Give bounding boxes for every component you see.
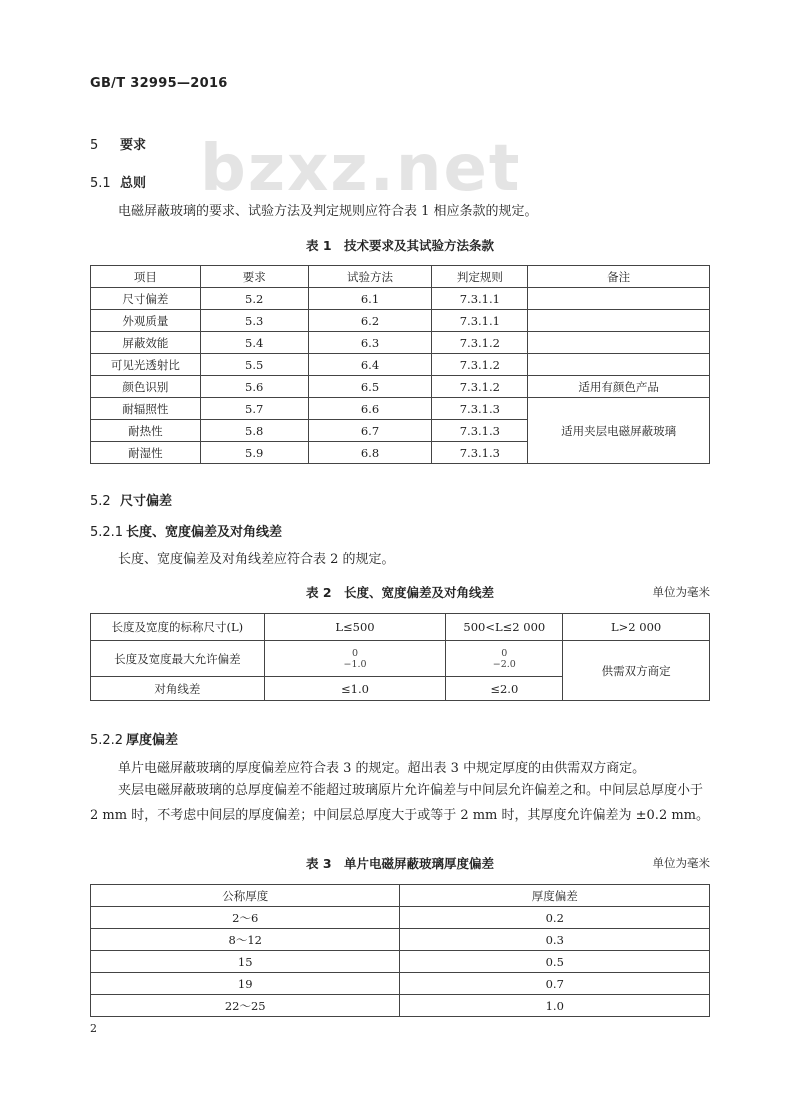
table-3-caption: 表 3 单片电磁屏蔽玻璃厚度偏差 [305, 856, 495, 871]
table-cell: ≤1.0 [264, 677, 446, 701]
table-row [91, 973, 710, 995]
table-cell: 22～25 [91, 995, 400, 1017]
table-cell: 供需双方商定 [563, 641, 710, 701]
table-cell: 6.5 [308, 376, 432, 398]
table-cell: 5.7 [200, 398, 308, 420]
table-cell: 7.3.1.1 [432, 310, 528, 332]
table-cell: 耐湿性 [91, 442, 201, 464]
section-title: 长度、宽度偏差及对角线差 [126, 525, 283, 540]
table-cell: L≤500 [264, 614, 446, 641]
section-number: 5.2.2 [90, 733, 124, 748]
column-header: 备注 [528, 266, 710, 288]
table-cell: 2～6 [91, 907, 400, 929]
table-cell: 屏蔽效能 [91, 332, 201, 354]
table-cell: 6.4 [308, 354, 432, 376]
section-5-2-heading [90, 490, 172, 509]
table-cell [528, 354, 710, 376]
tolerance-cell [446, 641, 563, 677]
table-row [91, 929, 710, 951]
section-title: 厚度偏差 [126, 733, 179, 748]
column-header: 判定规则 [432, 266, 528, 288]
section-5-1-heading [90, 172, 146, 191]
table-1 [90, 265, 710, 464]
table-1-caption: 表 1 技术要求及其试验方法条款 [305, 238, 495, 253]
table-cell: 5.8 [200, 420, 308, 442]
lower-tolerance: −2.0 [492, 658, 516, 670]
table-cell: 8～12 [91, 929, 400, 951]
table-cell: 500<L≤2 000 [446, 614, 563, 641]
column-header: 厚度偏差 [400, 885, 710, 907]
table-cell [528, 288, 710, 310]
table-row [91, 641, 710, 677]
table-cell-note: 适用有颜色产品 [528, 376, 710, 398]
tolerance-cell [264, 641, 446, 677]
table-cell: 0.2 [400, 907, 710, 929]
section-5-2-1-heading [90, 521, 282, 540]
table-cell: 0.5 [400, 951, 710, 973]
table-cell: 6.7 [308, 420, 432, 442]
section-5-heading [90, 134, 146, 153]
table-cell: 长度及宽度的标称尺寸(L) [91, 614, 265, 641]
table-cell: 7.3.1.2 [432, 332, 528, 354]
table-cell: 5.6 [200, 376, 308, 398]
page-number: 2 [90, 1022, 97, 1035]
section-title: 总则 [120, 176, 147, 191]
section-number: 5.2.1 [90, 525, 124, 540]
table-cell: 耐热性 [91, 420, 201, 442]
column-header: 项目 [91, 266, 201, 288]
table-cell: 1.0 [400, 995, 710, 1017]
section-5-1-paragraph: 电磁屏蔽玻璃的要求、试验方法及判定规则应符合表 1 相应条款的规定。 [118, 204, 538, 219]
section-number: 5.1 [90, 176, 111, 191]
table-cell: 5.2 [200, 288, 308, 310]
table-row [91, 332, 710, 354]
table-cell: 19 [91, 973, 400, 995]
section-title: 尺寸偏差 [120, 494, 173, 509]
upper-tolerance: 0 [352, 647, 359, 659]
table-cell: 15 [91, 951, 400, 973]
table-cell: 6.3 [308, 332, 432, 354]
table-row [91, 288, 710, 310]
table-header-row [91, 885, 710, 907]
section-5-2-2-paragraph-2: 夹层电磁屏蔽玻璃的总厚度偏差不能超过玻璃原片允许偏差与中间层允许偏差之和。中间层总厚度小于 2 mm 时，不考虑中间层的厚度偏差；中间层总厚度大于或等于 2 mm 时，其厚度允许偏差为 ±0.2 mm。 [90, 783, 709, 823]
watermark: bzxz.net [200, 132, 522, 206]
table-2-caption: 表 2 长度、宽度偏差及对角线差 [305, 585, 495, 600]
table-cell: 耐辐照性 [91, 398, 201, 420]
table-3 [90, 884, 710, 1017]
table-header-row [91, 266, 710, 288]
table-cell: ≤2.0 [446, 677, 563, 701]
table-row [91, 995, 710, 1017]
table-cell [528, 332, 710, 354]
column-header: 公称厚度 [91, 885, 400, 907]
column-header: 试验方法 [308, 266, 432, 288]
table-cell: 5.9 [200, 442, 308, 464]
table-row [91, 354, 710, 376]
table-2-unit: 单位为毫米 [652, 585, 710, 599]
table-cell: 6.6 [308, 398, 432, 420]
table-cell: 5.4 [200, 332, 308, 354]
table-cell: 对角线差 [91, 677, 265, 701]
table-cell: 外观质量 [91, 310, 201, 332]
table-row [91, 951, 710, 973]
table-3-unit: 单位为毫米 [652, 856, 710, 870]
table-row [91, 376, 710, 398]
upper-tolerance: 0 [501, 647, 508, 659]
table-cell: 7.3.1.2 [432, 376, 528, 398]
table-cell: 6.2 [308, 310, 432, 332]
column-header: 要求 [200, 266, 308, 288]
section-5-2-2-paragraph-1: 单片电磁屏蔽玻璃的厚度偏差应符合表 3 的规定。超出表 3 中规定厚度的由供需双方商定。 [118, 761, 646, 776]
table-cell [528, 310, 710, 332]
table-cell: 7.3.1.2 [432, 354, 528, 376]
section-5-2-2-heading [90, 729, 178, 748]
section-title: 要求 [120, 138, 147, 153]
table-cell: 0.3 [400, 929, 710, 951]
table-cell: L>2 000 [563, 614, 710, 641]
table-row [91, 398, 710, 420]
table-row [91, 907, 710, 929]
table-cell: 可见光透射比 [91, 354, 201, 376]
table-cell: 7.3.1.3 [432, 398, 528, 420]
table-cell: 尺寸偏差 [91, 288, 201, 310]
lower-tolerance: −1.0 [343, 658, 367, 670]
table-cell: 5.5 [200, 354, 308, 376]
section-number: 5 [90, 138, 99, 153]
table-row [91, 310, 710, 332]
table-cell: 7.3.1.3 [432, 420, 528, 442]
table-cell: 颜色识别 [91, 376, 201, 398]
table-cell: 6.8 [308, 442, 432, 464]
section-number: 5.2 [90, 494, 111, 509]
table-cell: 7.3.1.3 [432, 442, 528, 464]
table-cell: 长度及宽度最大允许偏差 [91, 641, 265, 677]
table-cell-note: 适用夹层电磁屏蔽玻璃 [528, 398, 710, 464]
table-cell: 7.3.1.1 [432, 288, 528, 310]
standard-number-header: GB/T 32995—2016 [90, 76, 228, 91]
table-cell: 5.3 [200, 310, 308, 332]
table-2 [90, 613, 710, 701]
table-cell: 0.7 [400, 973, 710, 995]
table-cell: 6.1 [308, 288, 432, 310]
table-row [91, 614, 710, 641]
section-5-2-1-paragraph: 长度、宽度偏差及对角线差应符合表 2 的规定。 [118, 552, 395, 567]
